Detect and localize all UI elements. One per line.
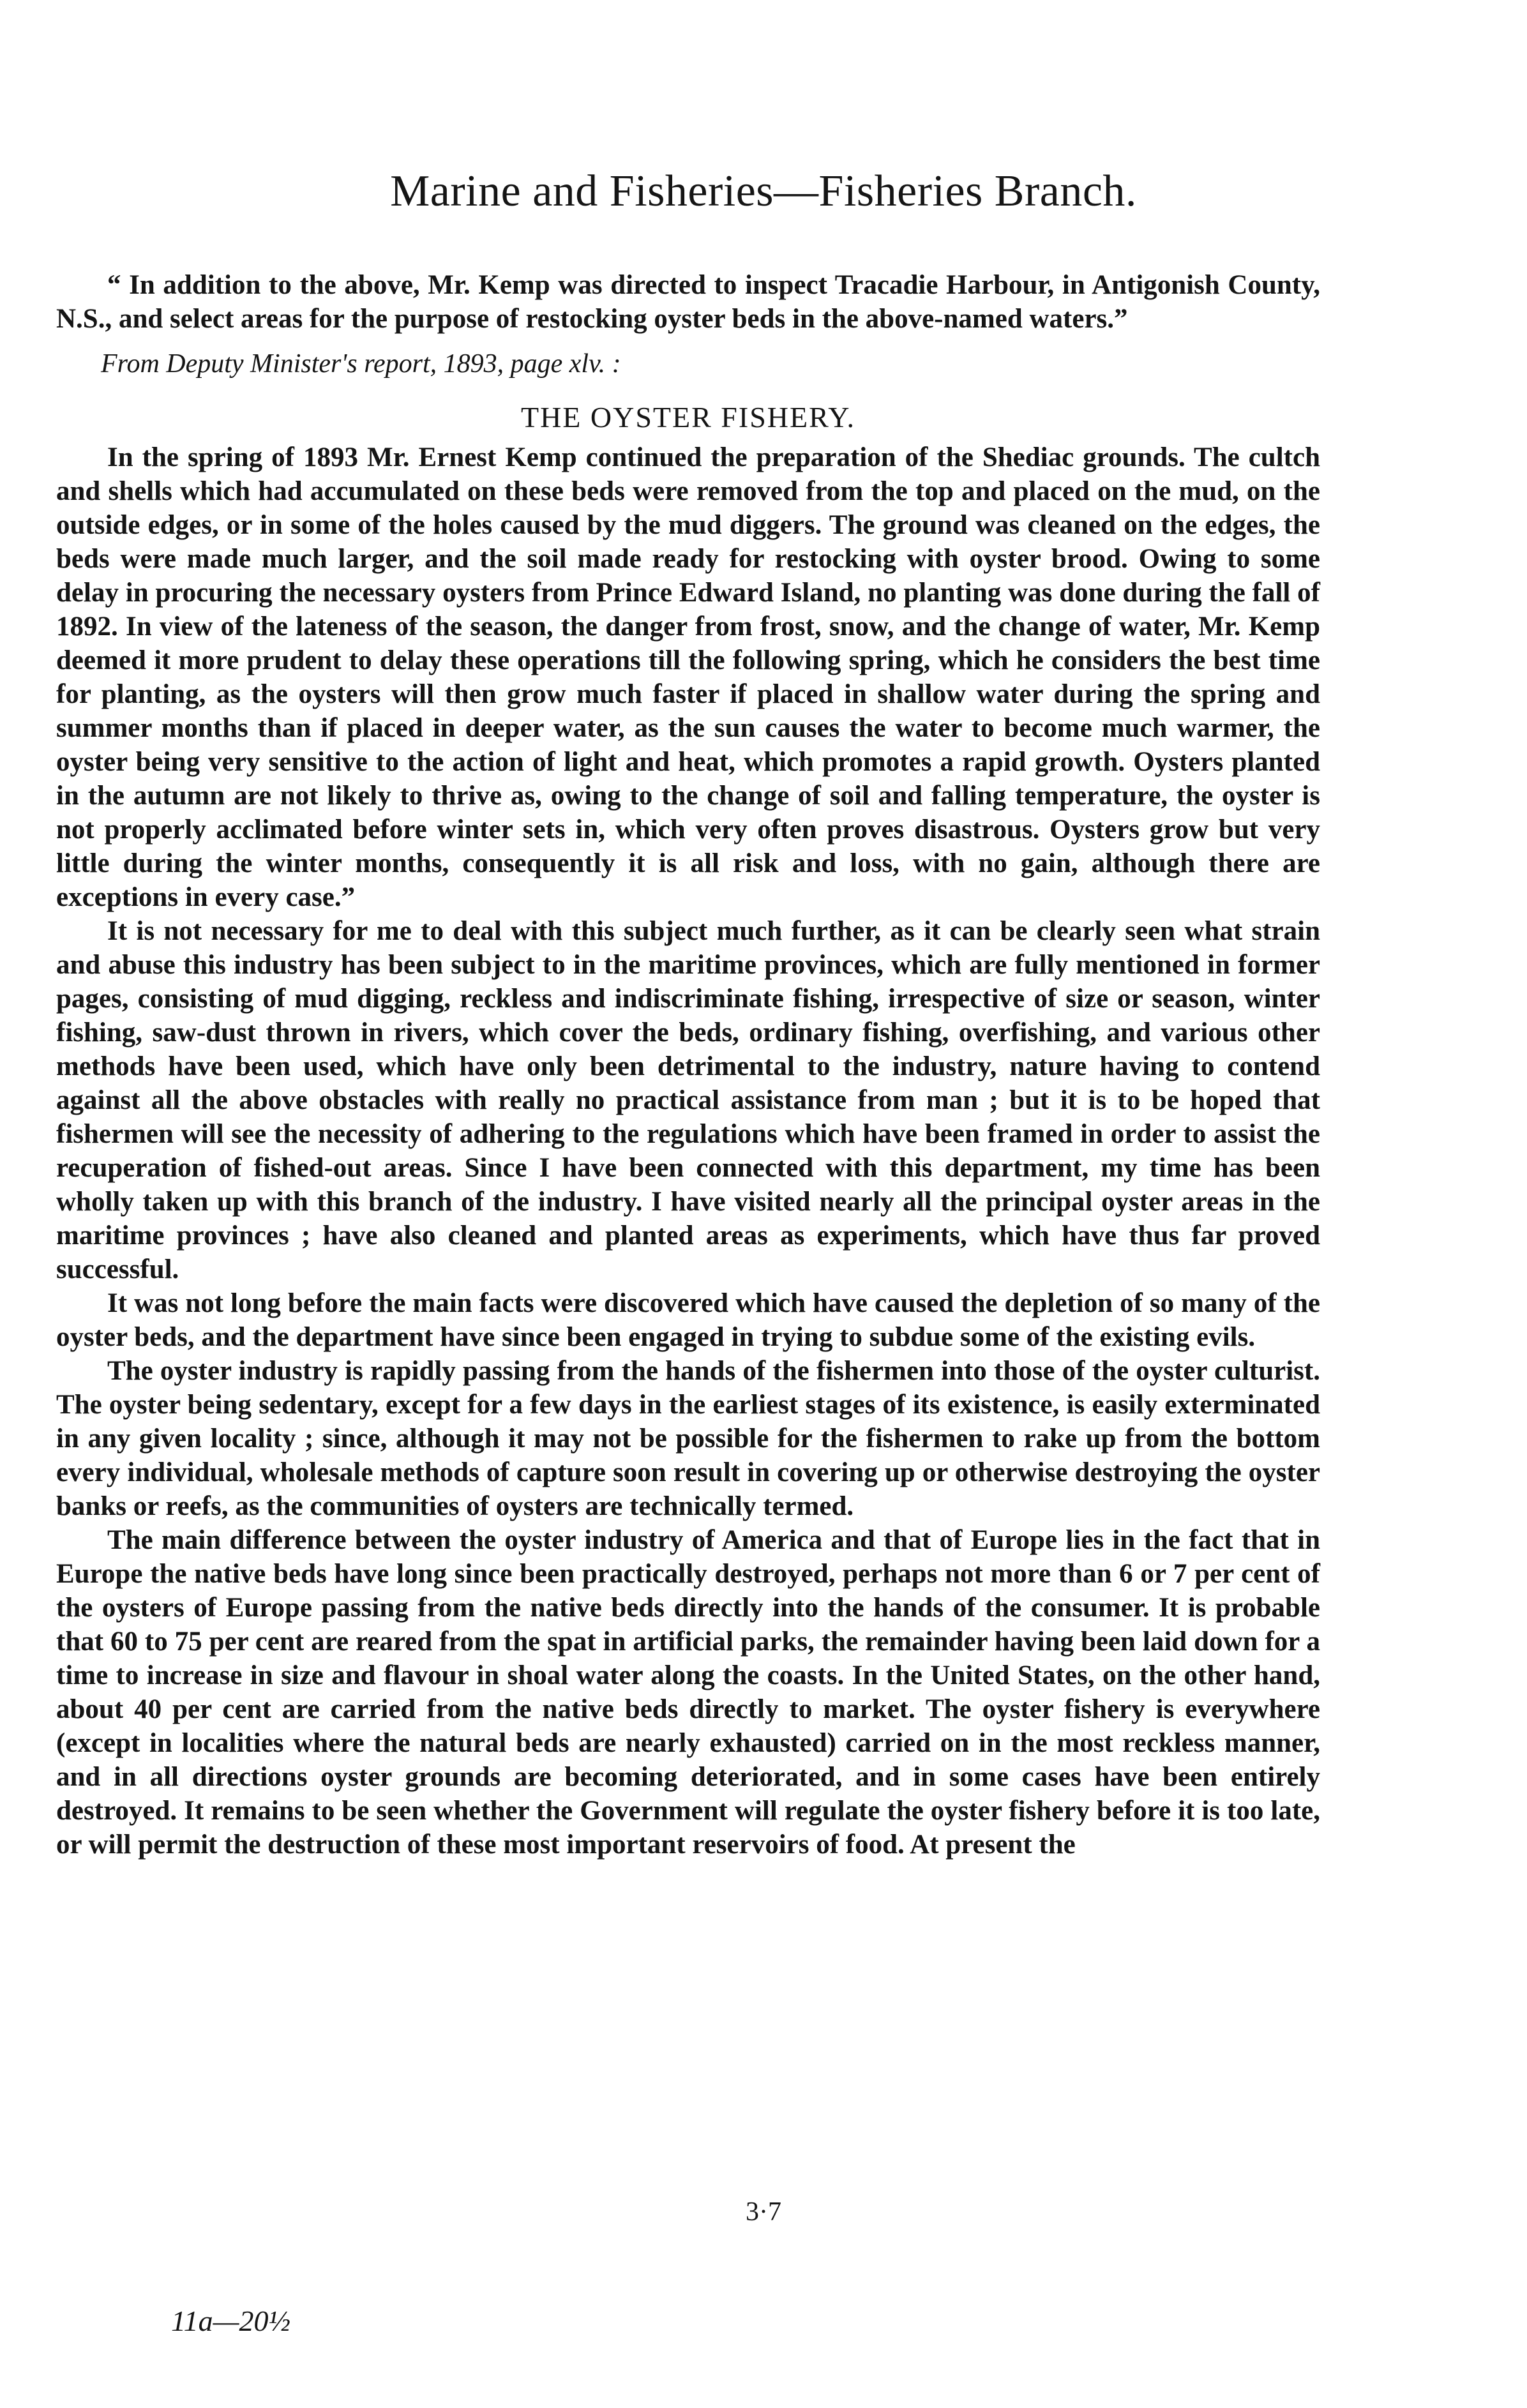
paragraph-3: It was not long before the main facts were discovered which have caused the depletion of so many of the oyster beds, and the department have since been engaged in trying to subdue some of the existing evils. <box>56 1288 1320 1352</box>
body-text <box>56 268 1320 1862</box>
paragraph-2: It is not necessary for me to deal with this subject much further, as it can be clearly seen what strain and abuse this industry has been subject to in the maritime provinces, which are fully mentioned in former pages, consisting of mud digging, reckless and indiscriminate fishing, irrespective of size or season, winter fishing, saw-dust thrown in rivers, which cover the beds, ordinary fishing, overfishing, and various other methods have been used, which have only been detrimental to the industry, nature having to contend against all the above obstacles with really no practical assistance from man ; but it is to be hoped that fishermen will see the necessity of adhering to the regulations which have been framed in order to assist the recuperation of fished-out areas. Since I have been connected with this department, my time has been wholly taken up with this branch of the industry. I have visited nearly all the principal oyster areas in the maritime provinces ; have also cleaned and planted areas as experiments, which have thus far proved successful. <box>56 916 1320 1284</box>
signature-mark: 11a—20½ <box>171 2305 290 2337</box>
source-citation: From Deputy Minister's report, 1893, page xlv. : <box>101 349 621 379</box>
paragraph-5: The main difference between the oyster industry of America and that of Europe lies in the fact that in Europe the native beds have long since been practically destroyed, perhaps not more than 6 or 7 per cent of the oysters of Europe passing from the native beds directly into the hands of the consumer. It is probable that 60 to 75 per cent are reared from the spat in artificial parks, the remainder having been laid down for a time to increase in size and flavour in shoal water along the coasts. In the United States, on the other hand, about 40 per cent are carried from the native beds directly to market. The oyster fishery is everywhere (except in localities where the natural beds are nearly exhausted) carried on in the most reckless manner, and in all directions oyster grounds are becoming deteriorated, and in some cases have been entirely destroyed. It remains to be seen whether the Government will regulate the oyster fishery before it is too late, or will permit the destruction of these most important reservoirs of food. At present the <box>56 1525 1320 1860</box>
paragraph-1: In the spring of 1893 Mr. Ernest Kemp continued the preparation of the Shediac grounds. The cultch and shells which had accumulated on these beds were removed from the top and placed on the mud, on the outside edges, or in some of the holes caused by the mud diggers. The ground was cleaned on the edges, the beds were made much larger, and the soil made ready for restocking with oyster brood. Owing to some delay in procuring the necessary oysters from Prince Edward Island, no planting was done during the fall of 1892. In view of the lateness of the season, the danger from frost, snow, and the change of water, Mr. Kemp deemed it more prudent to delay these operations till the following spring, which he considers the best time for planting, as the oysters will then grow much faster if placed in shallow water during the spring and summer months than if placed in deeper water, as the sun causes the water to become much warmer, the oyster being very sensitive to the action of light and heat, which promotes a rapid growth. Oysters planted in the autumn are not likely to thrive as, owing to the change of soil and falling temperature, the oyster is not properly acclimated before winter sets in, which very often proves disastrous. Oysters grow but very little during the winter months, consequently it is all risk and loss, with no gain, although there are exceptions in every case.” <box>56 442 1320 912</box>
running-head-title: Marine and Fisheries—Fisheries Branch. <box>390 167 1137 216</box>
section-heading: THE OYSTER FISHERY. <box>520 401 856 433</box>
paragraph-4: The oyster industry is rapidly passing from the hands of the fishermen into those of the oyster culturist. The oyster being sedentary, except for a few days in the earliest stages of its existence, is easily exterminated in any given locality ; since, although it may not be possible for the fishermen to rake up from the bottom every individual, wholesale methods of capture soon result in covering up or otherwise destroying the oyster banks or reefs, as the communities of oysters are technically termed. <box>56 1356 1320 1521</box>
page-number: 3·7 <box>746 2197 781 2227</box>
quote-intro-paragraph: “ In addition to the above, Mr. Kemp was directed to inspect Tracadie Harbour, in Antigonish County, N.S., and select areas for the purpose of restocking oyster beds in the above-named waters.” <box>56 270 1320 334</box>
